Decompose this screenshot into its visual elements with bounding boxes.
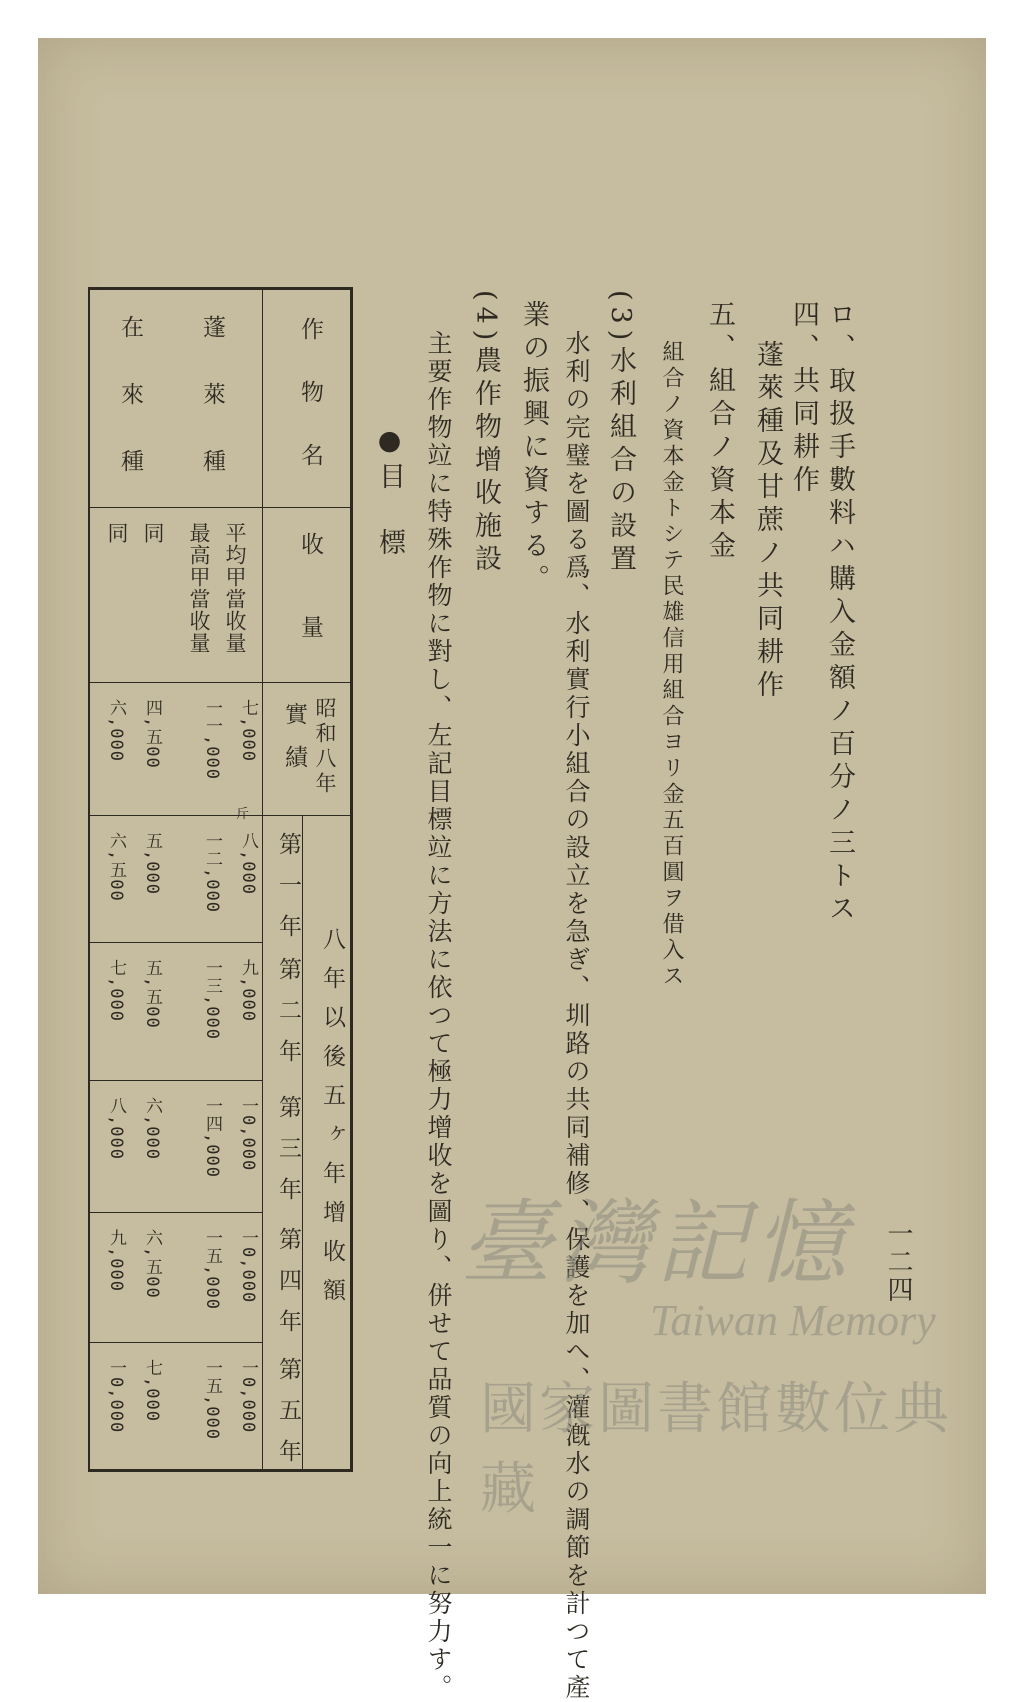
table-cell-value: 一0,000 — [238, 1229, 258, 1304]
text-column-5: 組合ノ資本金トシテ民雄信用組合ヨリ金五百圓ヲ借入ス — [659, 340, 684, 990]
yield-table — [88, 287, 353, 1480]
watermark-subtitle: 國家圖書館數位典藏 — [480, 1377, 952, 1522]
table-cell-value: 七,000 — [238, 699, 258, 762]
table-cell-value: 七,000 — [106, 959, 126, 1022]
year-4: 第四年 — [275, 1227, 301, 1350]
table-cell-value: 一一,000 — [202, 699, 222, 780]
header-yield: 收量 — [297, 532, 323, 698]
table-cell-value: 一0,000 — [238, 1359, 258, 1434]
watermark-logo: 臺灣記憶 — [460, 1190, 853, 1297]
header-actual: 實績 — [281, 702, 307, 788]
table-cell-value: 九,000 — [238, 959, 258, 1022]
table-cell-value: 六,五00 — [142, 1229, 162, 1299]
text-column-7: 水利の完璧を圖る爲、水利實行小組合の設立を急ぎ、圳路の共同補修、保護を加へ、灌漑水の調節を計つて產 — [562, 330, 591, 1702]
unit-kin: 斤 — [236, 807, 254, 822]
text-column-8: 業の振興に資する。 — [518, 300, 549, 597]
header-crop: 作物名 — [297, 317, 323, 506]
watermark — [460, 1170, 980, 1522]
table-cell-value: 一五,000 — [202, 1359, 222, 1440]
table-cell-value: 九,000 — [106, 1229, 126, 1292]
year-3: 第三年 — [275, 1095, 301, 1218]
text-column-3: 蓬萊種及甘蔗ノ共同耕作 — [752, 340, 783, 703]
year-5: 第五年 — [275, 1357, 301, 1480]
text-column-4: 五、組合ノ資本金 — [704, 300, 735, 564]
year-2: 第二年 — [275, 957, 301, 1080]
table-cell-value: 一二,000 — [202, 832, 222, 913]
header-plan: 八年以後五ヶ年增收額 — [319, 927, 345, 1317]
crop-native: 在來種 — [117, 315, 143, 516]
table-cell-value: 六,五00 — [106, 832, 126, 902]
table-cell-value: 五,五00 — [142, 959, 162, 1029]
table-cell-value: 六,000 — [142, 1097, 162, 1160]
year-1: 第一年 — [275, 832, 301, 955]
row-label-same-1: 同 — [141, 522, 165, 547]
page-number: 一二四 — [883, 1220, 913, 1304]
table-cell-value: 四,五00 — [142, 699, 162, 769]
table-cell-value: 八,000 — [106, 1097, 126, 1160]
table-cell-value: 一0,000 — [238, 1097, 258, 1172]
table-cell-value: 八,000 — [238, 832, 258, 895]
table-cell-value: 一三,000 — [202, 959, 222, 1040]
table-cell-value: 七,000 — [142, 1359, 162, 1422]
row-label-same-2: 同 — [105, 522, 129, 547]
table-cell-value: 一五,000 — [202, 1229, 222, 1310]
table-cell-value: 六,000 — [106, 699, 126, 762]
table-cell-value: 一四,000 — [202, 1097, 222, 1178]
table-cell-value: 一0,000 — [106, 1359, 126, 1434]
watermark-english: Taiwan Memory — [650, 1296, 936, 1345]
target-heading: ●目 標 — [374, 425, 405, 561]
table-cell-value: 五,000 — [142, 832, 162, 895]
row-label-avg: 平均甲當收量 — [223, 522, 247, 654]
crop-horai: 蓬萊種 — [199, 315, 225, 516]
text-column-2: 四、共同耕作 — [788, 300, 819, 498]
section-heading-4: (4)農作物增收施設 — [470, 290, 501, 578]
row-label-max: 最高甲當收量 — [187, 522, 211, 654]
text-column-10: 主要作物竝に特殊作物に對し、左記目標竝に方法に依つて極力增收を圖り、併せて品質の向上統一に努力す。 — [424, 330, 453, 1702]
text-column-1: ロ、取扱手數料ハ購入金額ノ百分ノ三トス — [824, 300, 855, 927]
section-heading-3: (3)水利組合の設置 — [605, 290, 636, 578]
header-showa8: 昭和八年 — [313, 697, 337, 797]
